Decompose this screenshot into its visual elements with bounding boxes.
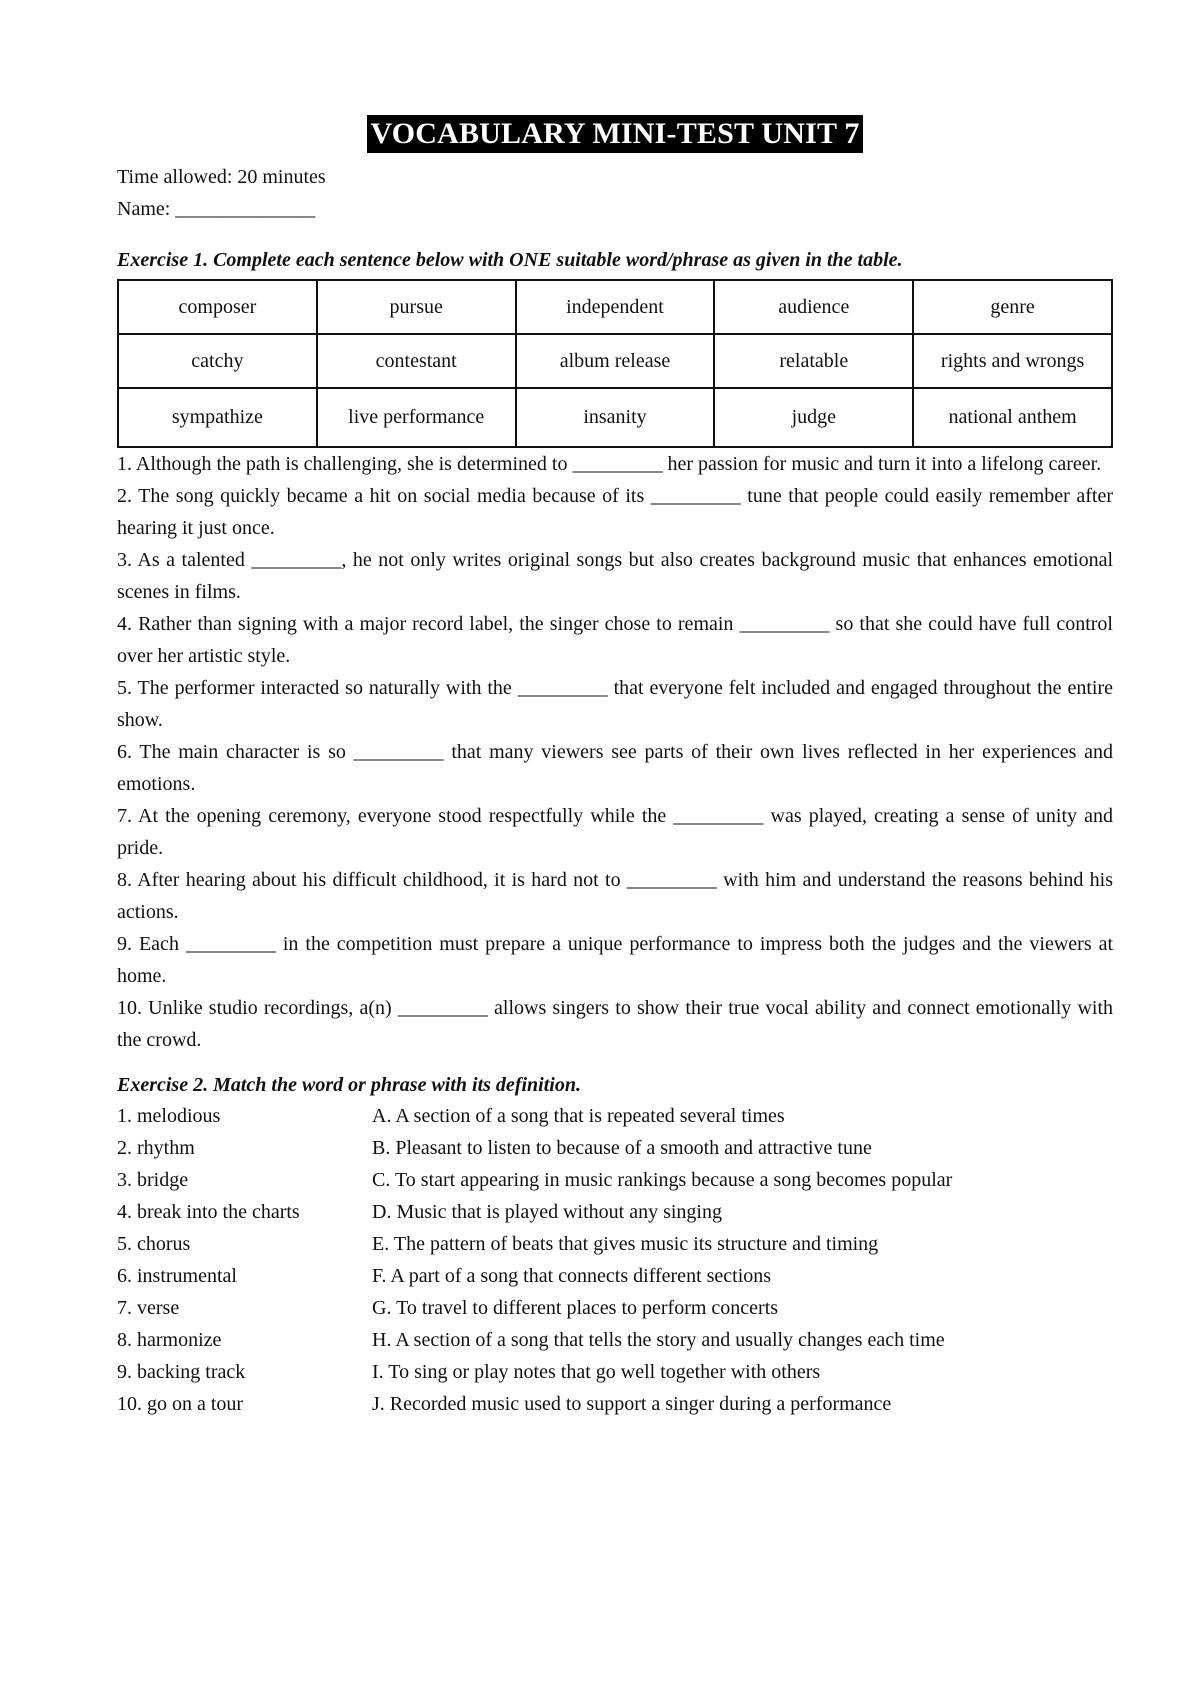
match-definition: I. To sing or play notes that go well together with others	[372, 1361, 821, 1383]
title-container	[117, 115, 1113, 153]
word-bank-cell: relatable	[714, 334, 913, 388]
match-term: 5. chorus	[117, 1233, 191, 1255]
match-term: 8. harmonize	[117, 1329, 222, 1351]
question-item: 8. After hearing about his difficult childhood, it is hard not to _________ with him and understand the reasons behind his actions.	[117, 869, 1113, 923]
match-term: 3. bridge	[117, 1169, 189, 1191]
word-bank-cell: rights and wrongs	[913, 334, 1112, 388]
word-bank-cell: contestant	[317, 334, 516, 388]
question-item: 10. Unlike studio recordings, a(n) _________ allows singers to show their true vocal ability and connect emotionally with the crowd.	[117, 997, 1113, 1051]
match-term: 10. go on a tour	[117, 1393, 244, 1415]
word-bank-cell: independent	[516, 280, 715, 334]
page-title: VOCABULARY MINI-TEST UNIT 7	[367, 115, 862, 153]
word-bank-cell: composer	[118, 280, 317, 334]
match-term: 4. break into the charts	[117, 1201, 300, 1223]
match-definition: B. Pleasant to listen to because of a smooth and attractive tune	[372, 1137, 872, 1159]
match-definition: J. Recorded music used to support a singer during a performance	[372, 1393, 892, 1415]
question-item: 3. As a talented _________, he not only writes original songs but also creates background music that enhances emotional scenes in films.	[117, 549, 1113, 603]
matching-row	[117, 1228, 1113, 1260]
match-term: 6. instrumental	[117, 1265, 237, 1287]
matching-row	[117, 1356, 1113, 1388]
word-bank-cell: album release	[516, 334, 715, 388]
matching-row	[117, 1292, 1113, 1324]
matching-row	[117, 1388, 1113, 1420]
matching-row	[117, 1100, 1113, 1132]
matching-row	[117, 1132, 1113, 1164]
question-item: 4. Rather than signing with a major record label, the singer chose to remain _________ so that she could have full control over her artistic style.	[117, 613, 1113, 667]
word-bank-row	[118, 280, 1112, 334]
question-item: 1. Although the path is challenging, she is determined to _________ her passion for music and turn it into a lifelong career.	[117, 453, 1102, 475]
word-bank-cell: catchy	[118, 334, 317, 388]
question-item: 9. Each _________ in the competition must prepare a unique performance to impress both the judges and the viewers at home.	[117, 933, 1113, 987]
word-bank-row	[118, 334, 1112, 388]
match-term: 7. verse	[117, 1297, 180, 1319]
word-bank-cell: pursue	[317, 280, 516, 334]
match-term: 9. backing track	[117, 1361, 246, 1383]
match-definition: F. A part of a song that connects different sections	[372, 1265, 772, 1287]
worksheet-page	[117, 115, 1113, 1420]
match-definition: E. The pattern of beats that gives music its structure and timing	[372, 1233, 879, 1255]
word-bank-table	[117, 279, 1113, 448]
question-item: 7. At the opening ceremony, everyone stood respectfully while the _________ was played, creating a sense of unity and pride.	[117, 805, 1113, 859]
match-term: 2. rhythm	[117, 1137, 195, 1159]
matching-list	[117, 1100, 1113, 1420]
match-definition: D. Music that is played without any singing	[372, 1201, 722, 1223]
matching-row	[117, 1324, 1113, 1356]
matching-row	[117, 1164, 1113, 1196]
exercise-2-heading: Exercise 2. Match the word or phrase with its definition.	[117, 1074, 581, 1096]
match-definition: C. To start appearing in music rankings because a song becomes popular	[372, 1169, 953, 1191]
word-bank-cell: judge	[714, 388, 913, 447]
exercise-1-heading: Exercise 1. Complete each sentence below with ONE suitable word/phrase as given in the table.	[117, 249, 903, 271]
name-field-line: Name: ______________	[117, 198, 316, 220]
question-item: 6. The main character is so _________ that many viewers see parts of their own lives reflected in her experiences and emotions.	[117, 741, 1113, 795]
time-allowed: Time allowed: 20 minutes	[117, 166, 326, 188]
match-definition: H. A section of a song that tells the story and usually changes each time	[372, 1329, 945, 1351]
word-bank-cell: national anthem	[913, 388, 1112, 447]
match-term: 1. melodious	[117, 1105, 221, 1127]
word-bank-cell: sympathize	[118, 388, 317, 447]
word-bank-cell: audience	[714, 280, 913, 334]
match-definition: A. A section of a song that is repeated several times	[372, 1105, 785, 1127]
question-item: 2. The song quickly became a hit on social media because of its _________ tune that people could easily remember after hearing it just once.	[117, 485, 1113, 539]
question-item: 5. The performer interacted so naturally with the _________ that everyone felt included and engaged throughout the entire show.	[117, 677, 1113, 731]
word-bank-cell: genre	[913, 280, 1112, 334]
matching-row	[117, 1260, 1113, 1292]
matching-row	[117, 1196, 1113, 1228]
word-bank-cell: insanity	[516, 388, 715, 447]
match-definition: G. To travel to different places to perform concerts	[372, 1297, 779, 1319]
word-bank-cell: live performance	[317, 388, 516, 447]
exercise-1-questions	[117, 448, 1113, 1056]
word-bank-row	[118, 388, 1112, 447]
